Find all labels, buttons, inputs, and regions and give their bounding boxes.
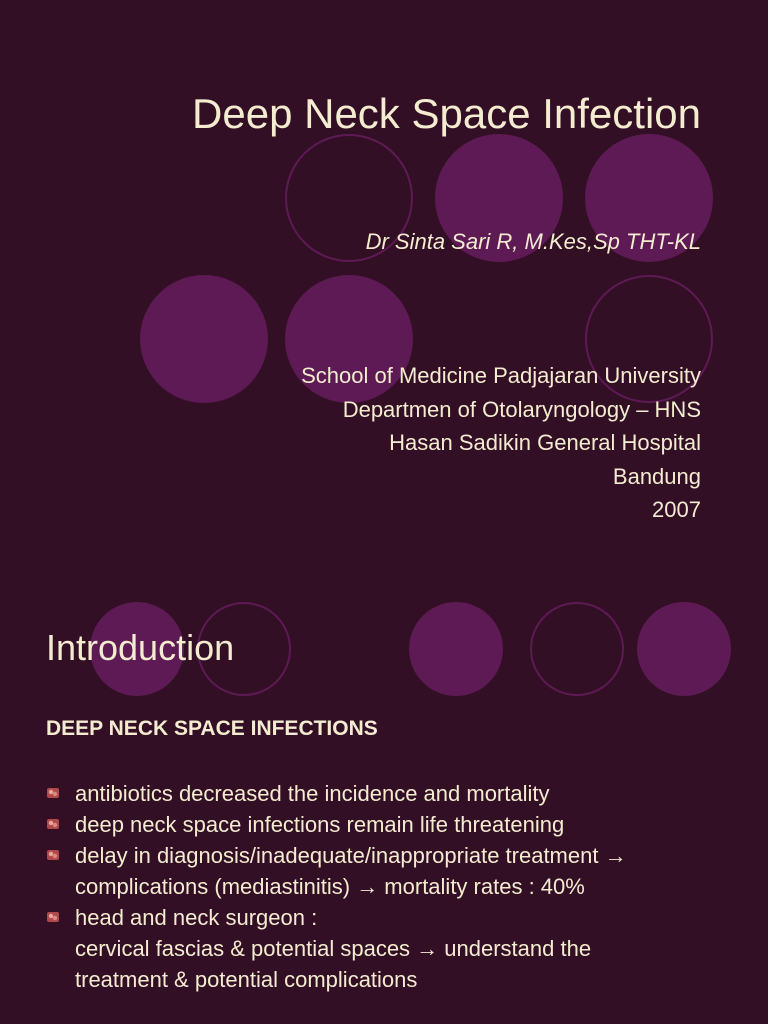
affiliation-line: Bandung <box>612 463 701 489</box>
decorative-circle-outline <box>530 602 624 696</box>
decorative-circle <box>637 602 731 696</box>
bullet-text: deep neck space infections remain life threatening <box>75 812 565 837</box>
affiliation-block <box>301 359 701 527</box>
bullet-text: antibiotics decreased the incidence and mortality <box>75 781 550 806</box>
bullet-text: complications (mediastinitis) → mortality rates : 40% <box>75 874 585 899</box>
bullet-text: delay in diagnosis/inadequate/inappropriate treatment → <box>75 843 627 868</box>
slide-title: Deep Neck Space Infection <box>192 90 701 137</box>
flower-bullet-icon <box>46 818 60 830</box>
decorative-circle <box>409 602 503 696</box>
affiliation-line: Departmen of Otolaryngology – HNS <box>342 396 701 422</box>
affiliation-line: 2007 <box>652 497 701 522</box>
list-item <box>46 840 746 902</box>
affiliation-line: School of Medicine Padjajaran University <box>301 363 701 388</box>
section-subheading: DEEP NECK SPACE INFECTIONS <box>46 717 378 740</box>
list-item <box>46 902 746 995</box>
list-item <box>46 809 746 840</box>
flower-bullet-icon <box>46 787 60 799</box>
bullet-list <box>46 778 746 995</box>
slide-title: Introduction <box>46 627 235 668</box>
flower-bullet-icon <box>46 911 60 923</box>
bullet-text: treatment & potential complications <box>75 967 418 992</box>
affiliation-line: Hasan Sadikin General Hospital <box>389 430 701 455</box>
bullet-text: head and neck surgeon : <box>75 905 318 930</box>
bullet-text: cervical fascias & potential spaces → understand the <box>75 936 592 961</box>
decorative-circle <box>140 275 268 403</box>
flower-bullet-icon <box>46 849 60 861</box>
author-name: Dr Sinta Sari R, M.Kes,Sp THT-KL <box>365 229 701 254</box>
list-item <box>46 778 746 809</box>
introduction-slide <box>0 590 768 1024</box>
